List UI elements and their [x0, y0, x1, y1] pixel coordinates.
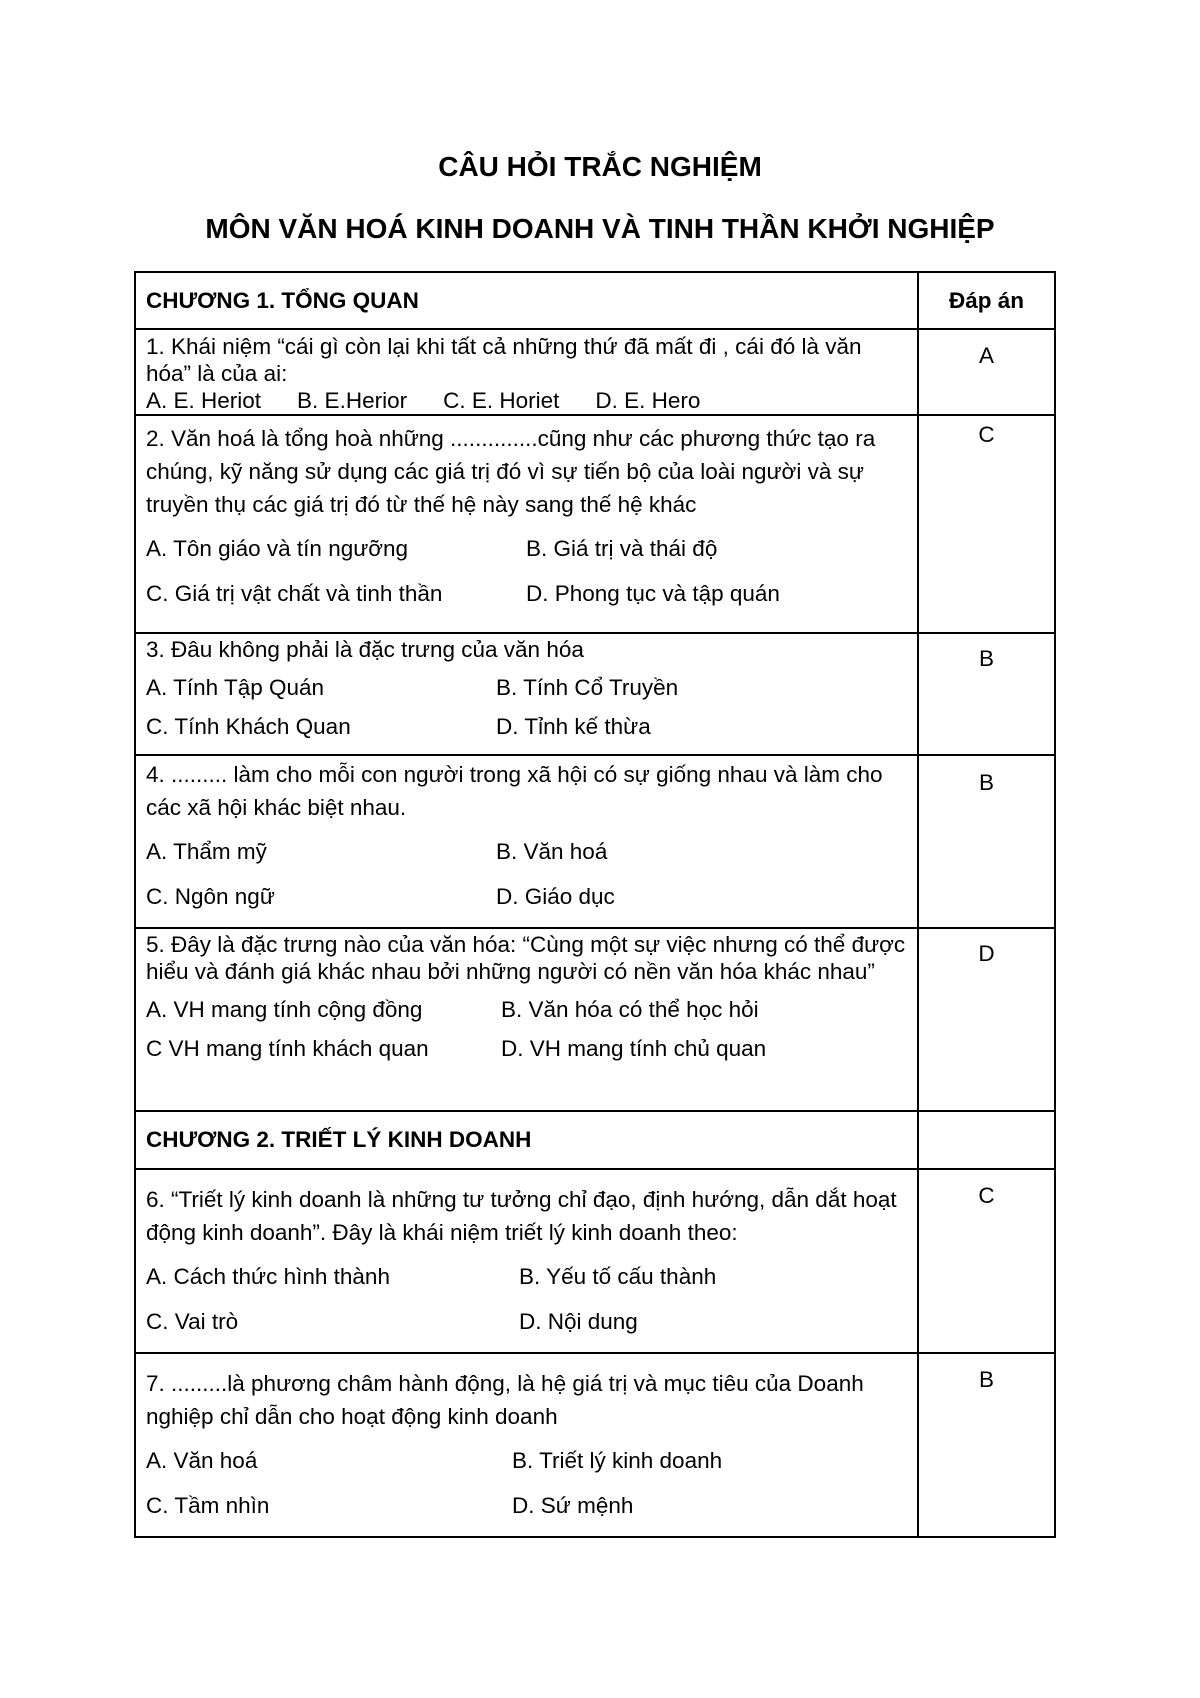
option-b: B. E.Herior	[297, 388, 408, 413]
option-row	[146, 880, 907, 914]
question-row	[135, 1353, 1055, 1537]
option-row	[146, 995, 907, 1025]
question-cell	[135, 1169, 918, 1353]
question-cell	[135, 755, 918, 928]
option-b: B. Tính Cổ Truyền	[496, 675, 679, 700]
option-a: A. E. Heriot	[146, 388, 262, 413]
question-row	[135, 928, 1055, 1111]
question-row	[135, 415, 1055, 633]
option-row	[146, 1260, 907, 1294]
option-row	[146, 1305, 907, 1339]
question-cell	[135, 415, 918, 633]
answer-column-header: Đáp án	[918, 272, 1055, 329]
option-c: C. Vai trò	[146, 1309, 239, 1334]
chapter-header-row	[135, 1111, 1055, 1169]
option-c: C. Giá trị vật chất và tinh thần	[146, 581, 443, 606]
option-row	[146, 1489, 907, 1523]
option-a: A. Cách thức hình thành	[146, 1264, 390, 1289]
question-cell	[135, 329, 918, 415]
option-a: A. Thẩm mỹ	[146, 839, 267, 864]
question-text: 3. Đâu không phải là đặc trưng của văn hóa	[146, 637, 584, 662]
chapter-title: CHƯƠNG 2. TRIẾT LÝ KINH DOANH	[135, 1111, 918, 1169]
chapter-header-row	[135, 272, 1055, 329]
question-text: 7. .........là phương châm hành động, là hệ giá trị và mục tiêu của Doanh nghiệp chỉ dẫn cho hoạt động kinh doanh	[146, 1371, 864, 1429]
answer-cell: A	[918, 329, 1055, 415]
option-b: B. Yếu tố cấu thành	[519, 1264, 717, 1289]
document-subtitle: MÔN VĂN HOÁ KINH DOANH VÀ TINH THẦN KHỞI NGHIỆP	[205, 213, 995, 244]
question-text: 6. “Triết lý kinh doanh là những tư tưởng chỉ đạo, định hướng, dẫn dắt hoạt động kinh doanh”. Đây là khái niệm triết lý kinh doanh theo:	[146, 1187, 897, 1245]
option-a: A. Văn hoá	[146, 1448, 258, 1473]
option-row	[146, 1034, 907, 1064]
option-b: B. Triết lý kinh doanh	[512, 1448, 723, 1473]
question-text: 2. Văn hoá là tổng hoà những ..............cũng như các phương thức tạo ra chúng, kỹ năng sử dụng các giá trị đó vì sự tiến bộ của loài người và sự truyền thụ các giá trị đó từ thế hệ này sang thế hệ khác	[146, 426, 876, 517]
answer-cell: D	[918, 928, 1055, 1111]
option-c: C. E. Horiet	[443, 388, 560, 413]
question-row	[135, 633, 1055, 755]
option-d: D. Tỉnh kế thừa	[496, 714, 651, 739]
answer-cell	[918, 1111, 1055, 1169]
option-a: A. Tôn giáo và tín ngưỡng	[146, 536, 409, 561]
question-text: 4. ......... làm cho mỗi con người trong xã hội có sự giống nhau và làm cho các xã hội khác biệt nhau.	[146, 762, 883, 820]
option-d: D. VH mang tính chủ quan	[501, 1036, 767, 1061]
question-cell	[135, 1353, 918, 1537]
option-row	[146, 1444, 907, 1478]
option-row	[146, 835, 907, 869]
question-row	[135, 329, 1055, 415]
question-text: 1. Khái niệm “cái gì còn lại khi tất cả những thứ đã mất đi , cái đó là văn hóa” là của ai:	[146, 334, 862, 386]
option-row	[146, 577, 907, 611]
answer-cell: C	[918, 415, 1055, 633]
option-list	[146, 387, 907, 414]
option-c: C VH mang tính khách quan	[146, 1036, 429, 1061]
option-b: B. Giá trị và thái độ	[526, 536, 718, 561]
answer-cell: B	[918, 1353, 1055, 1537]
question-row	[135, 1169, 1055, 1353]
option-row	[146, 674, 907, 701]
option-d: D. E. Hero	[595, 388, 701, 413]
chapter-title: CHƯƠNG 1. TỔNG QUAN	[135, 272, 918, 329]
option-d: D. Giáo dục	[496, 884, 615, 909]
question-cell	[135, 928, 918, 1111]
option-b: B. Văn hóa có thể học hỏi	[501, 997, 759, 1022]
answer-cell: C	[918, 1169, 1055, 1353]
option-c: C. Tính Khách Quan	[146, 714, 351, 739]
quiz-table	[134, 271, 1056, 1538]
answer-cell: B	[918, 633, 1055, 755]
option-d: D. Sứ mệnh	[512, 1493, 634, 1518]
question-cell	[135, 633, 918, 755]
option-a: A. Tính Tập Quán	[146, 675, 325, 700]
question-text: 5. Đây là đặc trưng nào của văn hóa: “Cùng một sự việc nhưng có thể được hiểu và đánh giá khác nhau bởi những người có nền văn hóa khác nhau”	[146, 932, 906, 984]
option-row	[146, 532, 907, 566]
option-row	[146, 713, 907, 740]
answer-cell: B	[918, 755, 1055, 928]
question-row	[135, 755, 1055, 928]
document-title: CÂU HỎI TRẮC NGHIỆM	[438, 151, 762, 182]
option-c: C. Tầm nhìn	[146, 1493, 270, 1518]
option-d: D. Nội dung	[519, 1309, 638, 1334]
option-b: B. Văn hoá	[496, 839, 608, 864]
option-c: C. Ngôn ngữ	[146, 884, 275, 909]
option-d: D. Phong tục và tập quán	[526, 581, 780, 606]
option-a: A. VH mang tính cộng đồng	[146, 997, 423, 1022]
